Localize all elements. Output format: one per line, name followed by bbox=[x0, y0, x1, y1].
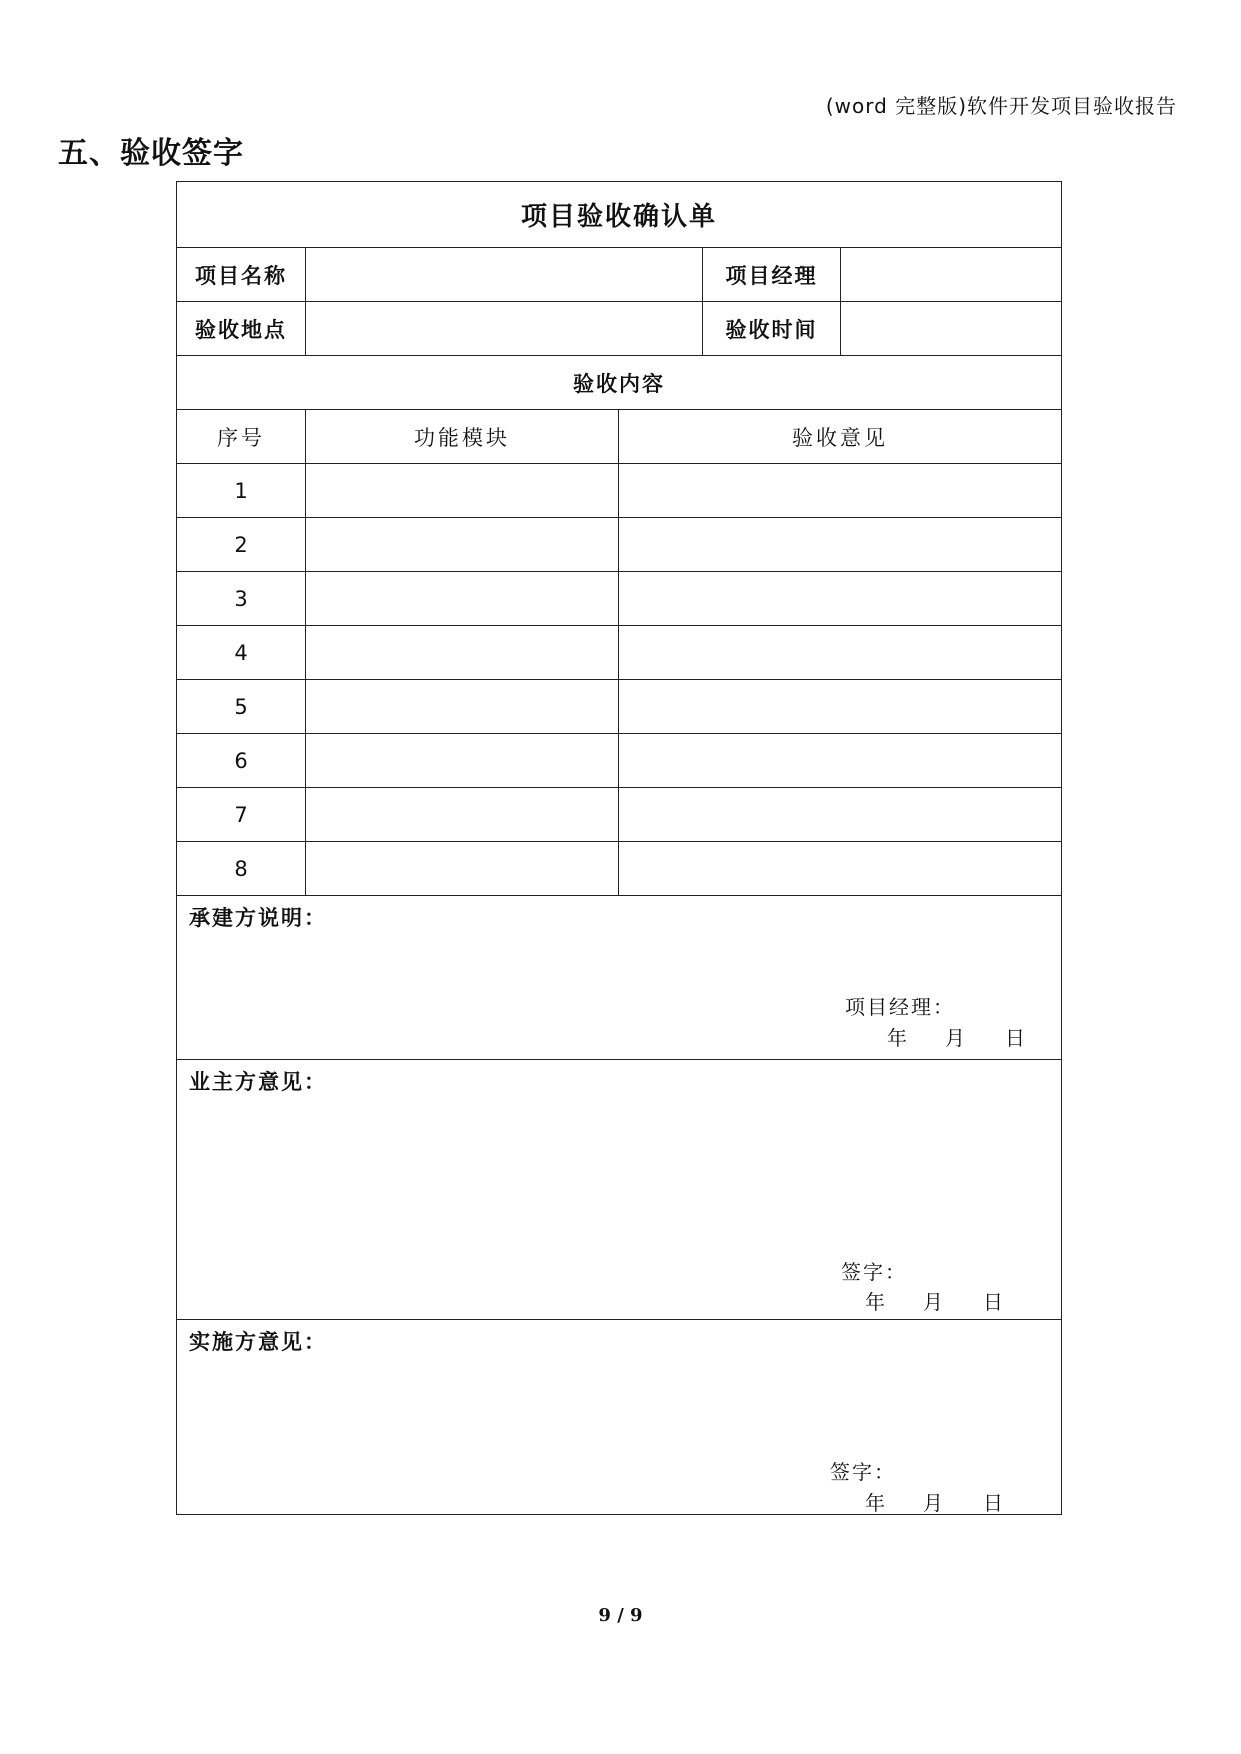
document-header-note: (word 完整版)软件开发项目验收报告 bbox=[825, 94, 1177, 118]
table-row bbox=[177, 572, 1061, 626]
opinion-cell[interactable] bbox=[619, 572, 1061, 625]
opinion-cell[interactable] bbox=[619, 734, 1061, 787]
module-cell[interactable] bbox=[306, 842, 619, 895]
module-cell[interactable] bbox=[306, 680, 619, 733]
acceptance-confirmation-form bbox=[176, 181, 1062, 1515]
owner-sign-label: 签字： bbox=[841, 1260, 907, 1284]
opinion-column-header: 验收意见 bbox=[792, 425, 888, 450]
implementer-date bbox=[865, 1487, 1003, 1516]
column-header-row bbox=[177, 410, 1061, 464]
seq-column-header: 序号 bbox=[177, 410, 306, 463]
project-name-label: 项目名称 bbox=[177, 248, 306, 301]
implementer-label: 实施方意见： bbox=[189, 1330, 327, 1354]
contractor-date bbox=[887, 1022, 1025, 1051]
table-row bbox=[177, 464, 1061, 518]
table-row bbox=[177, 518, 1061, 572]
module-cell[interactable] bbox=[306, 572, 619, 625]
form-title-row bbox=[177, 182, 1061, 248]
time-field[interactable] bbox=[841, 302, 1061, 355]
opinion-cell[interactable] bbox=[619, 680, 1061, 733]
owner-date bbox=[865, 1286, 1003, 1315]
table-row bbox=[177, 788, 1061, 842]
form-title: 项目验收确认单 bbox=[520, 202, 717, 232]
module-cell[interactable] bbox=[306, 464, 619, 517]
section-title: 五、验收签字 bbox=[58, 136, 244, 171]
module-cell[interactable] bbox=[306, 788, 619, 841]
day-label: 日 bbox=[983, 1491, 1003, 1515]
opinion-cell[interactable] bbox=[619, 626, 1061, 679]
month-label: 月 bbox=[923, 1491, 943, 1515]
table-row bbox=[177, 680, 1061, 734]
module-column-header: 功能模块 bbox=[306, 410, 619, 463]
owner-label: 业主方意见： bbox=[189, 1070, 327, 1094]
year-label: 年 bbox=[865, 1491, 885, 1515]
contractor-sign-label: 项目经理： bbox=[845, 995, 955, 1019]
row-number: 2 bbox=[177, 518, 306, 571]
module-cell[interactable] bbox=[306, 626, 619, 679]
month-label: 月 bbox=[945, 1026, 965, 1050]
implementer-block[interactable] bbox=[177, 1320, 1061, 1514]
opinion-cell[interactable] bbox=[619, 788, 1061, 841]
project-name-field[interactable] bbox=[306, 248, 703, 301]
year-label: 年 bbox=[887, 1026, 907, 1050]
row-number: 1 bbox=[177, 464, 306, 517]
table-row bbox=[177, 626, 1061, 680]
day-label: 日 bbox=[1005, 1026, 1025, 1050]
day-label: 日 bbox=[983, 1290, 1003, 1314]
year-label: 年 bbox=[865, 1290, 885, 1314]
row-number: 3 bbox=[177, 572, 306, 625]
row-number: 7 bbox=[177, 788, 306, 841]
location-label: 验收地点 bbox=[177, 302, 306, 355]
contractor-label: 承建方说明： bbox=[189, 906, 327, 930]
time-label: 验收时间 bbox=[703, 302, 841, 355]
location-row bbox=[177, 302, 1061, 356]
table-row bbox=[177, 842, 1061, 896]
opinion-cell[interactable] bbox=[619, 842, 1061, 895]
page-number: 9 / 9 bbox=[598, 1605, 643, 1626]
contractor-block[interactable] bbox=[177, 896, 1061, 1060]
project-manager-field[interactable] bbox=[841, 248, 1061, 301]
owner-block[interactable] bbox=[177, 1060, 1061, 1320]
project-manager-label: 项目经理 bbox=[703, 248, 841, 301]
opinion-cell[interactable] bbox=[619, 518, 1061, 571]
content-heading-row bbox=[177, 356, 1061, 410]
opinion-cell[interactable] bbox=[619, 464, 1061, 517]
row-number: 4 bbox=[177, 626, 306, 679]
table-row bbox=[177, 734, 1061, 788]
row-number: 6 bbox=[177, 734, 306, 787]
row-number: 5 bbox=[177, 680, 306, 733]
row-number: 8 bbox=[177, 842, 306, 895]
month-label: 月 bbox=[923, 1290, 943, 1314]
content-heading: 验收内容 bbox=[573, 371, 665, 396]
location-field[interactable] bbox=[306, 302, 703, 355]
module-cell[interactable] bbox=[306, 734, 619, 787]
module-cell[interactable] bbox=[306, 518, 619, 571]
implementer-sign-label: 签字： bbox=[830, 1460, 896, 1484]
project-name-row bbox=[177, 248, 1061, 302]
